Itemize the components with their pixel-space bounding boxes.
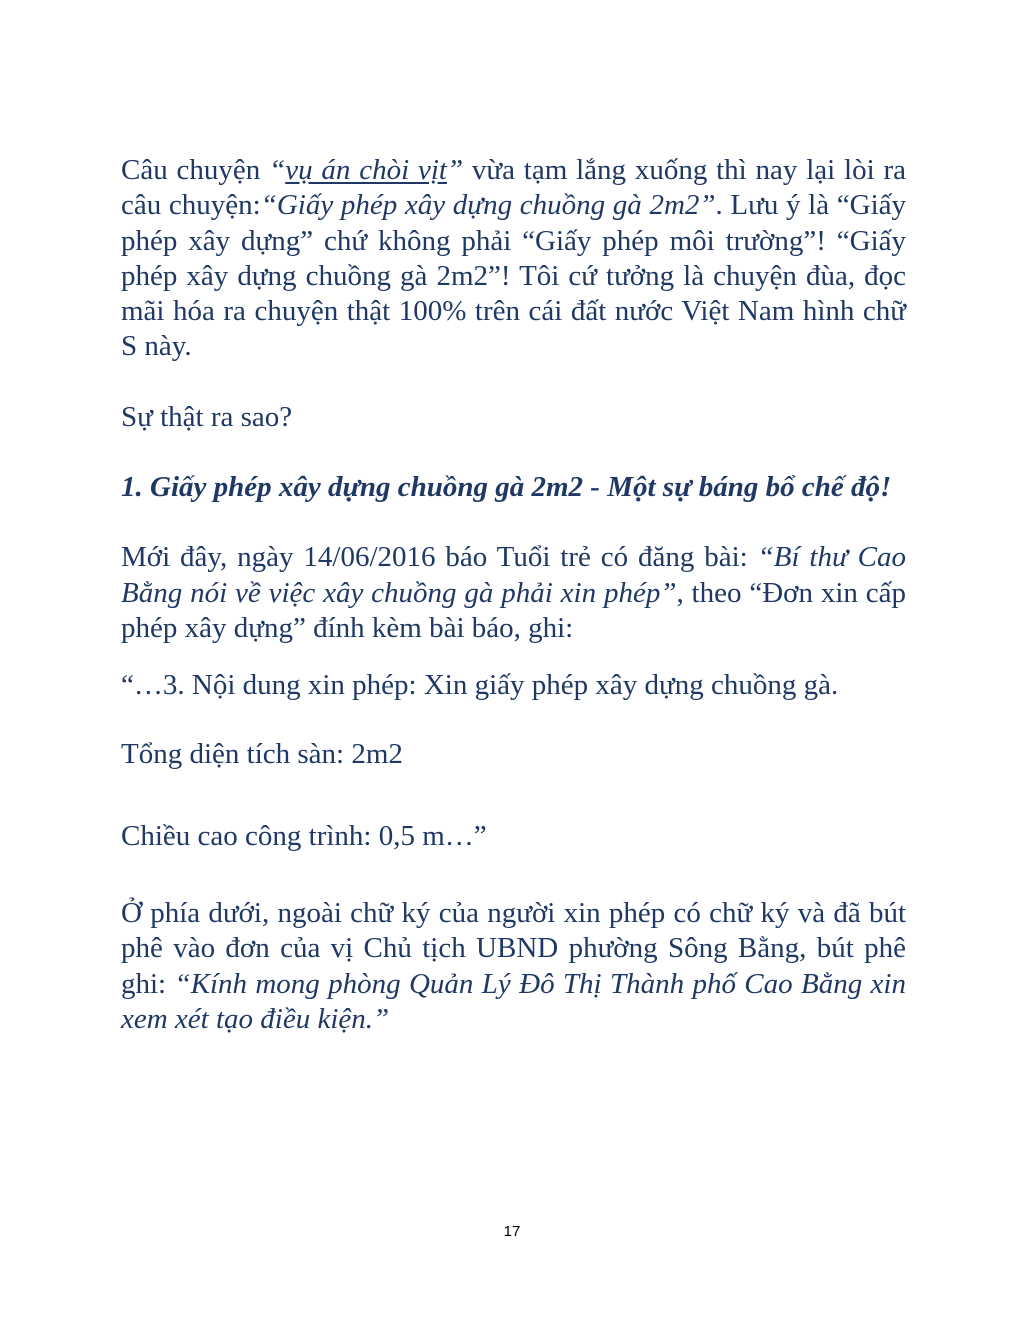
document-body: [121, 153, 906, 1037]
case-name-link[interactable]: vụ án chòi vịt: [285, 154, 447, 186]
intro-text-start: Câu chuyện: [121, 154, 270, 186]
paragraph-intro: [121, 153, 906, 365]
intro-close-quote: ”: [446, 154, 464, 186]
permit-title-quote: “Giấy phép xây dựng chuồng gà 2m2”: [260, 189, 716, 222]
quote-line-request: “…3. Nội dung xin phép: Xin giấy phép xây dựng chuồng gà.: [121, 669, 839, 702]
intro-text-middle: vừa tạm lắng xuống thì nay lại lòi ra câu chuyện:: [121, 154, 906, 222]
paragraph-article: [121, 540, 906, 646]
intro-text-end: . Lưu ý là “Giấy phép xây dựng” chứ không phải “Giấy phép môi trường”! “Giấy phép xây dựng chuồng gà 2m2”! Tôi cứ tưởng là chuyện đùa, đọc mãi hóa ra chuyện thật 100% trên cái đất nước Việt Nam hình chữ S này.: [121, 189, 906, 363]
paragraph-question: Sự thật ra sao?: [121, 400, 293, 433]
article-text-start: Mới đây, ngày 14/06/2016 báo Tuổi trẻ có đăng bài:: [121, 541, 758, 574]
article-text-end: , theo “Đơn xin cấp phép xây dựng” đính kèm bài báo, ghi:: [121, 576, 906, 644]
signature-text: Ở phía dưới, ngoài chữ ký của người xin phép có chữ ký và đã bút phê vào đơn của vị Chủ tịch UBND phường Sông Bằng, bút phê ghi:: [121, 897, 906, 1000]
quote-line-area: Tổng diện tích sàn: 2m2: [121, 737, 403, 770]
quote-line-height: Chiều cao công trình: 0,5 m…”: [121, 819, 487, 852]
intro-open-quote: “: [269, 154, 286, 186]
section-heading: 1. Giấy phép xây dựng chuồng gà 2m2 - Một sự báng bổ chế độ!: [121, 471, 892, 504]
paragraph-signature: [121, 896, 906, 1037]
article-title-quote: “Bí thư Cao Bằng nói về việc xây chuồng gà phải xin phép”: [121, 541, 906, 609]
annotation-quote: “Kính mong phòng Quản Lý Đô Thị Thành phố Cao Bằng xin xem xét tạo điều kiện.”: [121, 967, 906, 1036]
page-number: 17: [503, 1223, 521, 1240]
